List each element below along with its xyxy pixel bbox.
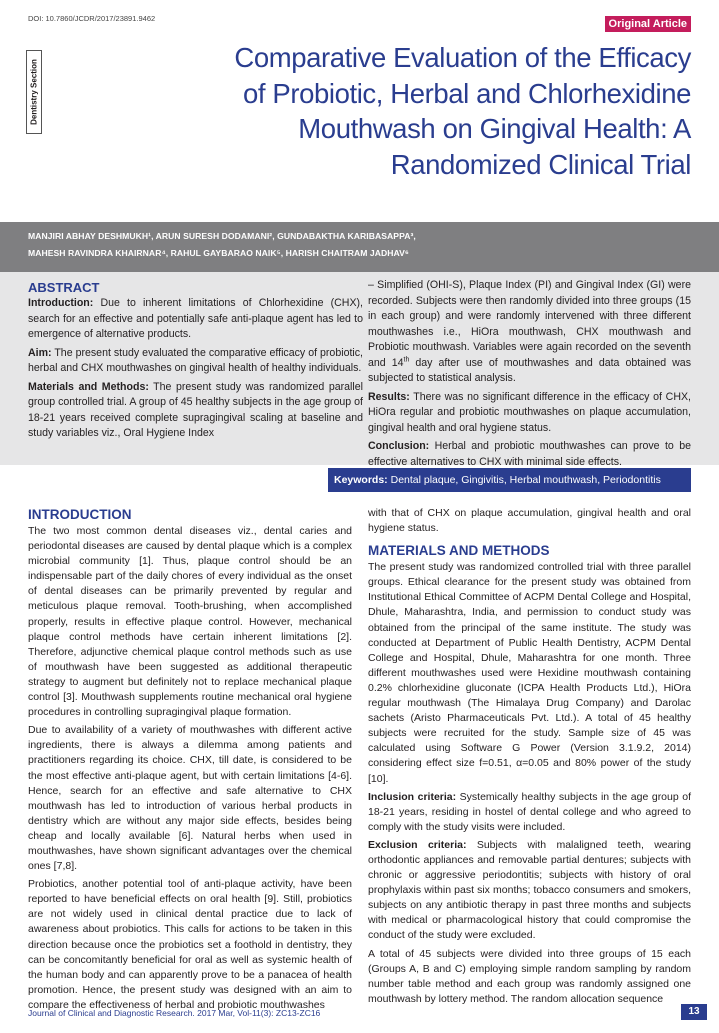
abstract-label: Introduction: [28, 297, 94, 309]
abstract-text: The present study evaluated the comparative efficacy of probiotic, herbal and CHX mouthwashes on gingival health of healthy individuals. [28, 346, 363, 374]
abstract-text: The present study was randomized parallel group controlled trial. A group of 45 healthy subjects in the age group of 18-21 years received complete supragingival scaling at baseline and study variables viz., Oral Hygiene Index [28, 380, 363, 439]
journal-footer: Journal of Clinical and Diagnostic Research. 2017 Mar, Vol-11(3): ZC13-ZC16 [28, 1008, 321, 1018]
body-right-column [368, 506, 691, 1010]
introduction-heading: INTRODUCTION [28, 507, 132, 522]
abstract-text: Herbal and probiotic mouthwashes can prove to be effective alternatives to CHX with minimal side effects. [368, 440, 691, 468]
keywords-label: Keywords: [334, 474, 388, 486]
abstract-box [0, 272, 719, 468]
methods-heading: MATERIALS AND METHODS [368, 543, 550, 559]
keywords-bar [328, 468, 691, 492]
keywords-text: Dental plaque, Gingivitis, Herbal mouthwash, Periodontitis [387, 474, 661, 486]
title-line: Randomized Clinical Trial [390, 148, 691, 180]
abstract-introduction [28, 296, 363, 343]
authors-line: MAHESH RAVINDRA KHAIRNAR⁴, RAHUL GAYBARAO NAIK⁵, HARISH CHAITRAM JADHAV⁶ [28, 248, 409, 258]
criteria-text: Systemically healthy subjects in the age group of 18-21 years, residing in hostel of dental college and who agreed to comply with the study visits were included. [368, 790, 691, 833]
title-line: of Probiotic, Herbal and Chlorhexidine [243, 77, 691, 109]
exclusion-criteria [368, 838, 691, 944]
article-type-badge: Original Article [605, 16, 691, 32]
inclusion-criteria [368, 790, 691, 835]
body-paragraph: Probiotics, another potential tool of anti-plaque activity, have been reported to have beneficial effects on oral health [9]. Still, probiotics are not widely used in clinical dental practice due to lack of awareness about probiotics. This calls for actions to be taken in this direction because once the probiotics set a foothold in dentistry, they can be concomitantly beneficial for oral as well as systemic health of the human body and can apparently prove to be a panacea of health promotion. Hence, the present study was designed with an aim to compare the effectiveness of herbal and probiotic mouthwashes [28, 878, 352, 1011]
authors-line: MANJIRI ABHAY DESHMUKH¹, ARUN SURESH DODAMANI², GUNDABAKTHA KARIBASAPPA³, [28, 231, 416, 241]
superscript: th [403, 355, 410, 363]
body-paragraph: Due to availability of a variety of mouthwashes with different active ingredients, there is always a dilemma among patients and practitioners regarding its choice. CHX, till date, is considered to be the most effective anti-plaque agent, but with certain limitations [4-6]. Hence, search for an effective and safe alternative to CHX mouthwash has led to introduction of various herbal products in dentistry which are without any major side effects, besides being cheap and locally available [6]. Natural herbs when used in mouthwashes, have shown significant advantages over the chemical ones [7,8]. [28, 724, 352, 873]
abstract-methods-continued [368, 278, 691, 387]
abstract-text: – Simplified (OHI-S), Plaque Index (PI) and Gingival Index (GI) were recorded. Subjects were then randomly divided into three groups (15 in each group) and were randomly intervened with three different mouthwashes i.e., HiOra mouthwash, CHX mouthwash and Probiotic mouthwash. Variables were again recorded on the seventh and 14 [368, 279, 691, 369]
criteria-text: Subjects with malaligned teeth, wearing orthodontic appliances and removable partial dentures; subjects with chronic or aggressive periodontitis; subjects with history of oral prophylaxis within past six months; tobacco consumers and smokers, subjects on any antibiotic therapy in past three months and subjects with medical or pharmacological history that could compromise the conduct of the study were excluded. [368, 838, 691, 942]
abstract-label: Materials and Methods: [28, 380, 149, 393]
abstract-left-column [28, 280, 363, 445]
section-label: Dentistry Section [29, 59, 39, 125]
section-tab [26, 50, 42, 134]
abstract-conclusion [368, 439, 691, 470]
doi-text: DOI: 10.7860/JCDR/2017/23891.9462 [28, 14, 156, 23]
page-number: 13 [681, 1004, 707, 1020]
body-paragraph: The present study was randomized controlled trial with three parallel groups. Ethical clearance for the present study was obtained from Institutional Ethical Committee of ACPM Dental College and Hospital, Dhule, Maharashtra, India, and permission to conduct study was obtained from the principal of the same institute. The study was conducted at Department of Public Health Dentistry, ACPM Dental College and Hospital, Dhule, Maharashtra for one month. Three different mouthwashes used were Hexidine mouthwash containing 0.2% chlorhexidine gluconate (ICPA Health Products Ltd.), HiOra regular mouthwash (The Himalaya Drug Company) and Darolac sachets (Aristo Pharmaceuticals Pvt. Ltd.). A total of 45 healthy subjects were recruited for the study. Sample size of 45 was calculated using Software G Power (Version 3.1.9.2, 2014) considering effect size f=0.51, α=0.05 and 80% power of the study [10]. [368, 561, 691, 785]
title-line: Comparative Evaluation of the Efficacy [234, 42, 691, 73]
body-paragraph: A total of 45 subjects were divided into three groups of 15 each (Groups A, B and C) employing simple random sampling by random number table method and each group was randomly assigned one mouthwash by lottery method. The random allocation sequence [368, 947, 691, 1005]
criteria-label: Inclusion criteria: [368, 790, 457, 803]
authors-band [0, 222, 719, 272]
abstract-label: Conclusion: [368, 440, 430, 452]
title-line: Mouthwash on Gingival Health: A [298, 113, 691, 144]
abstract-text: day after use of mouthwashes and data obtained was subjected to statistical analysis. [368, 356, 691, 384]
abstract-text: Due to inherent limitations of Chlorhexidine (CHX), search for an effective and potentially safe anti-plaque agent has led to emergence of alternative products. [28, 297, 363, 340]
abstract-label: Aim: [28, 346, 52, 359]
abstract-results [368, 390, 691, 437]
body-paragraph: The two most common dental diseases viz., dental caries and periodontal diseases are caused by dental plaque which is a complex microbial community [1]. Thus, plaque control should be an indispensable part of the daily chores of every individual as the onset of dental diseases can be primarily prevented by regular and meticulous plaque removal. Tooth-brushing, when accomplished properly, results in effective plaque control. However, mechanical plaque control methods have certain inherent limitations [2]. Therefore, adjunctive chemical plaque control methods such as use of mouthwash have been suggested as additional therapeutic strategy to augment but definitely not to replace mechanical plaque control [3]. Mouthwash supplements routine mechanical oral hygiene procedures in controlling supragingival plaque formation. [28, 525, 352, 719]
abstract-heading: ABSTRACT [28, 280, 100, 295]
body-left-column [28, 506, 352, 1016]
abstract-aim [28, 346, 363, 377]
article-title [131, 40, 691, 182]
criteria-label: Exclusion criteria: [368, 838, 467, 851]
abstract-label: Results: [368, 390, 410, 403]
abstract-methods [28, 380, 363, 442]
abstract-right-column [368, 278, 691, 473]
abstract-text: There was no significant difference in the efficacy of CHX, HiOra regular and probiotic mouthwashes on plaque accumulation, gingival health and oral hygiene status. [368, 390, 691, 434]
body-paragraph: with that of CHX on plaque accumulation, gingival health and oral hygiene status. [368, 507, 691, 535]
